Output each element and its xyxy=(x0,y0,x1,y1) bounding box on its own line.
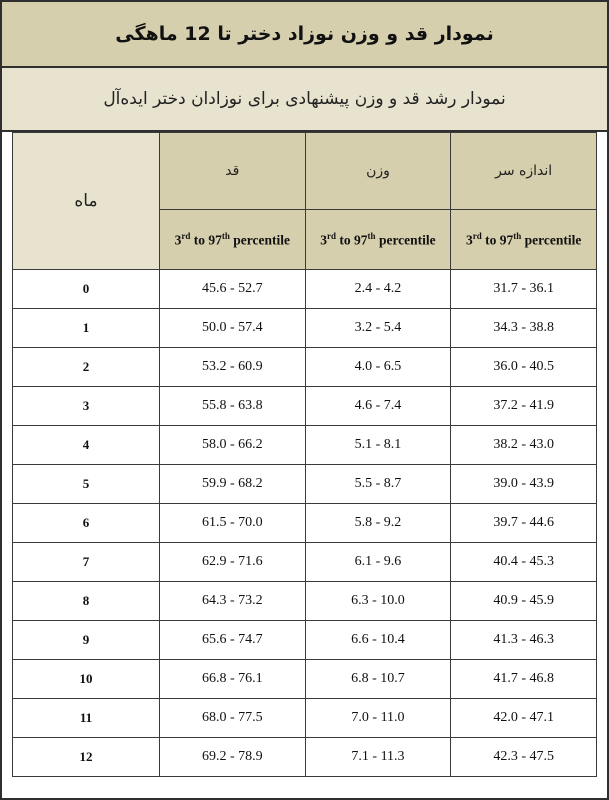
table-row xyxy=(13,504,597,543)
head-size-cell: 41.7 - 46.8 xyxy=(451,660,597,699)
header-row-groups xyxy=(13,133,597,210)
height-cell: 66.8 - 76.1 xyxy=(160,660,306,699)
head-size-column-header: اندازه سر xyxy=(451,133,597,210)
month-cell: 1 xyxy=(13,309,160,348)
height-cell: 61.5 - 70.0 xyxy=(160,504,306,543)
head-size-cell: 41.3 - 46.3 xyxy=(451,621,597,660)
height-cell: 53.2 - 60.9 xyxy=(160,348,306,387)
table-row xyxy=(13,660,597,699)
head-size-cell: 40.9 - 45.9 xyxy=(451,582,597,621)
table-row xyxy=(13,465,597,504)
height-cell: 50.0 - 57.4 xyxy=(160,309,306,348)
head-size-cell: 31.7 - 36.1 xyxy=(451,270,597,309)
table-row xyxy=(13,582,597,621)
weight-cell: 6.1 - 9.6 xyxy=(305,543,451,582)
head-size-cell: 36.0 - 40.5 xyxy=(451,348,597,387)
table-row xyxy=(13,348,597,387)
weight-cell: 2.4 - 4.2 xyxy=(305,270,451,309)
weight-cell: 6.3 - 10.0 xyxy=(305,582,451,621)
document-subtitle: نمودار رشد قد و وزن پیشنهادی برای نوزادان دختر ایده‌آل xyxy=(2,68,607,132)
height-cell: 69.2 - 78.9 xyxy=(160,738,306,777)
document-title: نمودار قد و وزن نوزاد دختر تا 12 ماهگی xyxy=(2,2,607,68)
month-cell: 0 xyxy=(13,270,160,309)
table-row xyxy=(13,699,597,738)
height-cell: 45.6 - 52.7 xyxy=(160,270,306,309)
month-cell: 3 xyxy=(13,387,160,426)
head-size-cell: 40.4 - 45.3 xyxy=(451,543,597,582)
weight-cell: 7.0 - 11.0 xyxy=(305,699,451,738)
table-row xyxy=(13,738,597,777)
weight-cell: 5.5 - 8.7 xyxy=(305,465,451,504)
head-size-cell: 37.2 - 41.9 xyxy=(451,387,597,426)
table-row xyxy=(13,270,597,309)
height-cell: 58.0 - 66.2 xyxy=(160,426,306,465)
head-size-cell: 34.3 - 38.8 xyxy=(451,309,597,348)
weight-cell: 4.6 - 7.4 xyxy=(305,387,451,426)
month-cell: 2 xyxy=(13,348,160,387)
head-size-cell: 42.0 - 47.1 xyxy=(451,699,597,738)
month-cell: 8 xyxy=(13,582,160,621)
weight-cell: 5.8 - 9.2 xyxy=(305,504,451,543)
head-size-percentile-label: 3rd to 97th percentile xyxy=(451,210,597,270)
table-row xyxy=(13,426,597,465)
month-cell: 9 xyxy=(13,621,160,660)
month-cell: 6 xyxy=(13,504,160,543)
height-cell: 62.9 - 71.6 xyxy=(160,543,306,582)
table-row xyxy=(13,387,597,426)
head-size-cell: 39.0 - 43.9 xyxy=(451,465,597,504)
head-size-cell: 38.2 - 43.0 xyxy=(451,426,597,465)
month-cell: 4 xyxy=(13,426,160,465)
month-column-header: ماه xyxy=(13,133,160,270)
height-cell: 68.0 - 77.5 xyxy=(160,699,306,738)
height-cell: 59.9 - 68.2 xyxy=(160,465,306,504)
height-column-header: قد xyxy=(160,133,306,210)
table-row xyxy=(13,309,597,348)
weight-column-header: وزن xyxy=(305,133,451,210)
weight-cell: 5.1 - 8.1 xyxy=(305,426,451,465)
month-cell: 5 xyxy=(13,465,160,504)
month-cell: 11 xyxy=(13,699,160,738)
table-row xyxy=(13,543,597,582)
height-cell: 65.6 - 74.7 xyxy=(160,621,306,660)
weight-cell: 6.8 - 10.7 xyxy=(305,660,451,699)
weight-cell: 4.0 - 6.5 xyxy=(305,348,451,387)
month-cell: 12 xyxy=(13,738,160,777)
height-cell: 64.3 - 73.2 xyxy=(160,582,306,621)
head-size-cell: 39.7 - 44.6 xyxy=(451,504,597,543)
table-row xyxy=(13,621,597,660)
weight-percentile-label: 3rd to 97th percentile xyxy=(305,210,451,270)
month-cell: 10 xyxy=(13,660,160,699)
month-cell: 7 xyxy=(13,543,160,582)
weight-cell: 6.6 - 10.4 xyxy=(305,621,451,660)
weight-cell: 7.1 - 11.3 xyxy=(305,738,451,777)
head-size-cell: 42.3 - 47.5 xyxy=(451,738,597,777)
height-percentile-label: 3rd to 97th percentile xyxy=(160,210,306,270)
weight-cell: 3.2 - 5.4 xyxy=(305,309,451,348)
height-cell: 55.8 - 63.8 xyxy=(160,387,306,426)
growth-table xyxy=(12,132,597,777)
